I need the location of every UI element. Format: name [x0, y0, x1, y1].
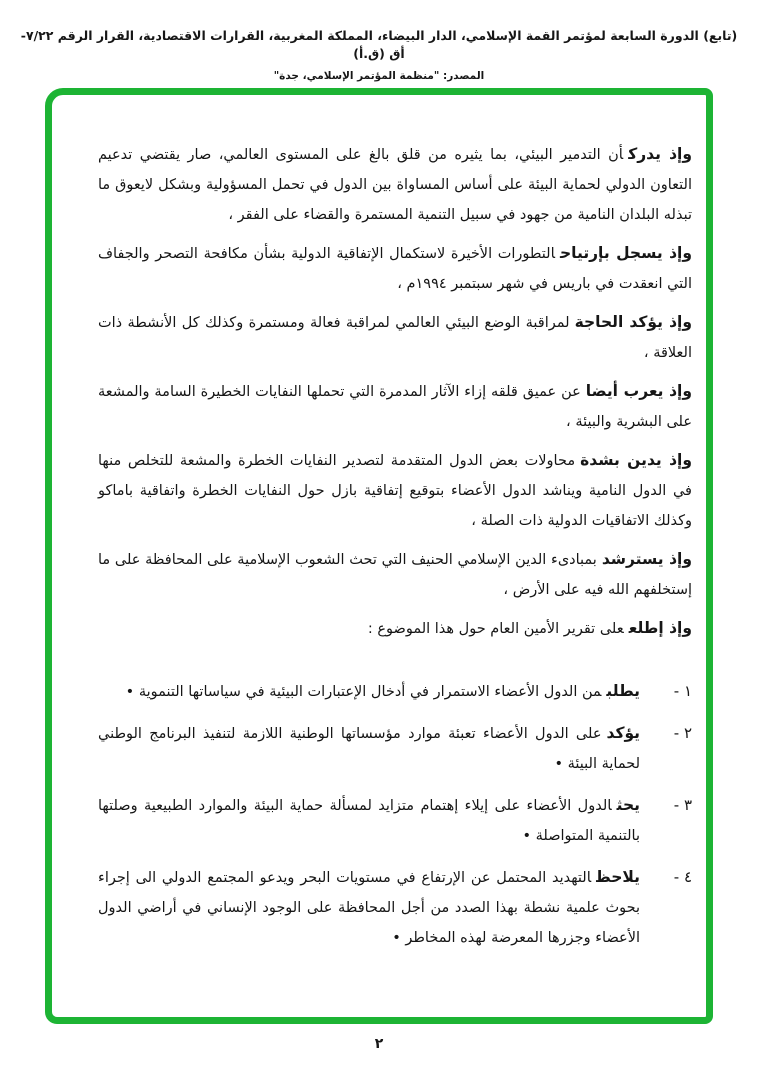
preamble-section [98, 139, 692, 644]
operative-clause [98, 790, 692, 851]
paragraph-lead: وإذ يدرك [628, 145, 692, 163]
clause-lead: يحث [616, 796, 640, 814]
clause-text: على الدول الأعضاء تعبئة موارد مؤسساتها الوطنية اللازمة لتنفيذ البرنامج الوطني لحماية البيئة • [98, 726, 640, 772]
preamble-paragraph [98, 613, 692, 644]
clause-lead: يؤكد [606, 724, 640, 742]
preamble-paragraph [98, 139, 692, 230]
clause-body [98, 790, 640, 851]
paragraph-text: التطورات الأخيرة لاستكمال الإتفاقية الدولية بشأن مكافحة التصحر والجفاف التي انعقدت في باريس في شهر سبتمبر ١٩٩٤م ، [98, 246, 692, 292]
paragraph-text: على تقرير الأمين العام حول هذا الموضوع : [367, 621, 624, 637]
operative-clauses-section [98, 676, 692, 953]
operative-clause [98, 676, 692, 707]
document-header [0, 0, 758, 82]
preamble-paragraph [98, 445, 692, 536]
preamble-paragraph [98, 544, 692, 605]
paragraph-text: بمبادىء الدين الإسلامي الحنيف التي تحث الشعوب الإسلامية على المحافظة على ما إستخلفهم الله فيه على الأرض ، [98, 552, 692, 598]
paragraph-lead: وإذ يؤكد الحاجة [574, 313, 692, 331]
source-label: المصدر: [443, 70, 485, 82]
source-value: "منظمة المؤتمر الإسلامي، جدة" [273, 70, 440, 82]
clause-number: ٤ - [673, 868, 692, 886]
paragraph-text: لمراقبة الوضع البيئي العالمي لمراقبة فعالة ومستمرة وكذلك كل الأنشطة ذات العلاقة ، [98, 315, 692, 361]
resolution-content [52, 95, 706, 953]
paragraph-lead: وإذ إطلع [628, 619, 692, 637]
paragraph-lead: وإذ يسجل بإرتياح [560, 244, 693, 262]
clause-number: ١ - [673, 682, 692, 700]
paragraph-text: محاولات بعض الدول المتقدمة لتصدير النفايات الخطرة والمشعة للتخلص منها في الدول النامية ويناشد الدول الأعضاء بتوقيع إتفاقية بازل حول النفايات الخطرة واتفاقية باماكو وكذلك الاتفاقيات الدولية ذات الصلة ، [98, 453, 692, 529]
clause-number: ٢ - [673, 724, 692, 742]
paragraph-text: عن عميق قلقه إزاء الآثار المدمرة التي تحملها النفايات الخطيرة السامة والمشعة على البشرية والبيئة ، [98, 384, 692, 430]
clause-lead: يلاحظ [596, 868, 640, 886]
header-source-line [0, 70, 758, 82]
clause-text: الدول الأعضاء على إيلاء إهتمام متزايد لمسألة حماية البيئة والموارد الطبيعية وصلتها بالتنمية المتواصلة • [98, 798, 640, 844]
paragraph-lead: وإذ يدين بشدة [580, 451, 692, 469]
paragraph-text: أن التدمير البيئي، بما يثيره من قلق بالغ على المستوى العالمي، صار يقتضي تدعيم التعاون الدولي لحماية البيئة على أساس المساواة بين الدول في تحمل المسؤولية وبشكل لايعوق ما تبذله البلدان النامية من جهود في سبيل التنمية المستمرة والقضاء على الفقر ، [98, 147, 692, 223]
clause-body [98, 862, 640, 953]
clause-lead: يطلب [606, 682, 640, 700]
clause-body [98, 676, 640, 707]
operative-clause [98, 862, 692, 953]
clause-number: ٣ - [673, 796, 692, 814]
clause-text: التهديد المحتمل عن الإرتفاع في مستويات البحر ويدعو المجتمع الدولي الى إجراء بحوث علمية نشطة بهذا الصدد من أجل المحافظة على الوجود الإنساني في أراضي الدول الأعضاء وجزرها المعرضة لهذه المخاطر • [98, 870, 640, 946]
preamble-paragraph [98, 307, 692, 368]
paragraph-lead: وإذ يسترشد [601, 550, 692, 568]
clause-text: من الدول الأعضاء الاستمرار في أدخال الإعتبارات البيئية في سياساتها التنموية • [125, 684, 602, 700]
resolution-frame [45, 88, 713, 1024]
header-citation-line: (تابع) الدورة السابعة لمؤتمر القمة الإسلامي، الدار البيضاء، المملكة المغربية، القرارات الاقتصادية، القرار الرقم ٧/٢٢-أق (ق.أ) [20, 28, 738, 61]
clause-body [98, 718, 640, 779]
preamble-paragraph [98, 238, 692, 299]
preamble-paragraph [98, 376, 692, 437]
paragraph-lead: وإذ يعرب أيضا [585, 382, 692, 400]
page-number: ٢ [374, 1036, 384, 1052]
operative-clause [98, 718, 692, 779]
